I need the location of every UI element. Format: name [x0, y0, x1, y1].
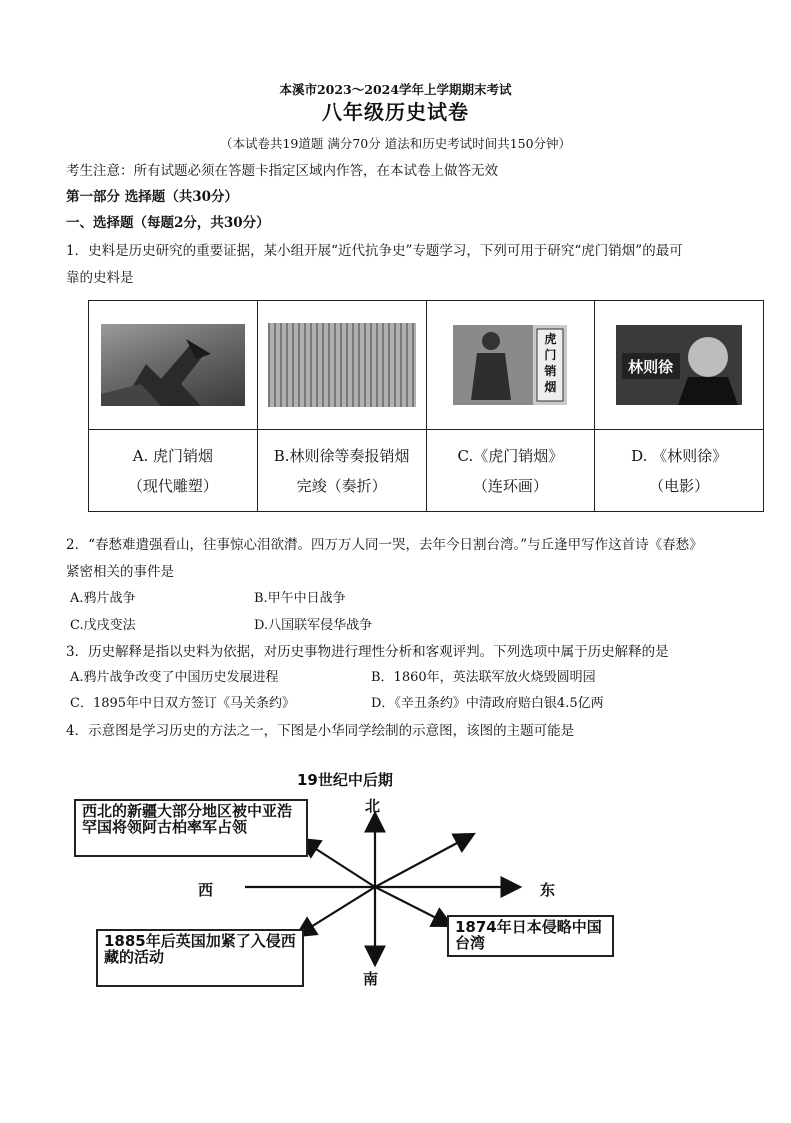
movie-title-text: 林则徐	[628, 358, 674, 376]
box-northwest: 西北的新疆大部分地区被中亚浩罕国将领阿古柏率军占领	[74, 799, 308, 857]
q1-option-b[interactable]: B.林则徐等奏报销烟 完竣（奏折）	[257, 430, 426, 512]
part-title: 第一部分 选择题（共30分）	[66, 189, 238, 205]
q2-stem-line2: 紧密相关的事件是	[66, 564, 174, 580]
q3-option-c[interactable]: C．1895年中日双方签订《马关条约》	[70, 696, 296, 711]
q2-option-b[interactable]: B.甲午中日战争	[254, 591, 346, 606]
q3-stem: 3．历史解释是指以史料为依据，对历史事物进行理性分析和客观评判。下列选项中属于历史解释的是	[66, 644, 669, 660]
q1-options-table	[88, 300, 764, 512]
exam-notice: 考生注意：所有试题必须在答题卡指定区域内作答，在本试卷上做答无效	[66, 163, 498, 179]
q1-pic-cell-d	[595, 301, 764, 430]
q4-diagram	[70, 765, 640, 990]
comic-image	[453, 325, 567, 405]
page-title: 八年级历史试卷	[322, 100, 469, 124]
box-southeast: 1874年日本侵略中国台湾	[447, 915, 614, 957]
south-label: 南	[363, 970, 379, 988]
q2-stem-line1: 2．“春愁难遣强看山，往事惊心泪欲潸。四万万人同一哭，去年今日割台湾。”与丘逢甲写作这首诗《春愁》	[66, 537, 703, 553]
q1-pic-cell-c	[426, 301, 595, 430]
sculpture-image	[101, 324, 245, 406]
movie-poster-image	[616, 325, 742, 405]
q2-option-c[interactable]: C.戊戌变法	[70, 618, 136, 633]
q1-pic-cell-a	[89, 301, 258, 430]
comic-title-text: 虎门销烟	[544, 332, 557, 394]
exam-name: 本溪市2023～2024学年上学期期末考试	[279, 82, 512, 97]
exam-subtitle: （本试卷共19道题 满分70分 道法和历史考试时间共150分钟）	[219, 136, 572, 151]
q1-option-a[interactable]: A. 虎门销烟 （现代雕塑）	[89, 430, 258, 512]
north-label: 北	[365, 797, 381, 815]
q1-option-c[interactable]: C.《虎门销烟》 （连环画）	[426, 430, 595, 512]
q1-option-d[interactable]: D. 《林则徐》 （电影）	[595, 430, 764, 512]
q1-pic-cell-b	[257, 301, 426, 430]
box-southwest: 1885年后英国加紧了入侵西藏的活动	[96, 929, 304, 987]
diagram-title: 19世纪中后期	[297, 771, 393, 789]
q3-option-b[interactable]: B．1860年，英法联军放火烧毁圆明园	[371, 670, 596, 685]
east-label: 东	[540, 881, 556, 899]
west-label: 西	[198, 881, 214, 899]
memorial-document-image	[268, 323, 416, 407]
q2-option-d[interactable]: D.八国联军侵华战争	[254, 618, 373, 633]
q3-option-a[interactable]: A.鸦片战争改变了中国历史发展进程	[70, 670, 279, 685]
q3-option-d[interactable]: D．《辛丑条约》中清政府赔白银4.5亿两	[371, 696, 604, 711]
q2-option-a[interactable]: A.鸦片战争	[70, 591, 136, 606]
q4-stem: 4．示意图是学习历史的方法之一，下图是小华同学绘制的示意图，该图的主题可能是	[66, 723, 575, 739]
q1-stem-line2: 靠的史料是	[66, 270, 134, 286]
q1-stem-line1: 1．史料是历史研究的重要证据，某小组开展“近代抗争史”专题学习，下列可用于研究“虎门销烟”的最可	[66, 243, 683, 259]
subsection-title: 一、选择题（每题2分，共30分）	[66, 215, 270, 231]
